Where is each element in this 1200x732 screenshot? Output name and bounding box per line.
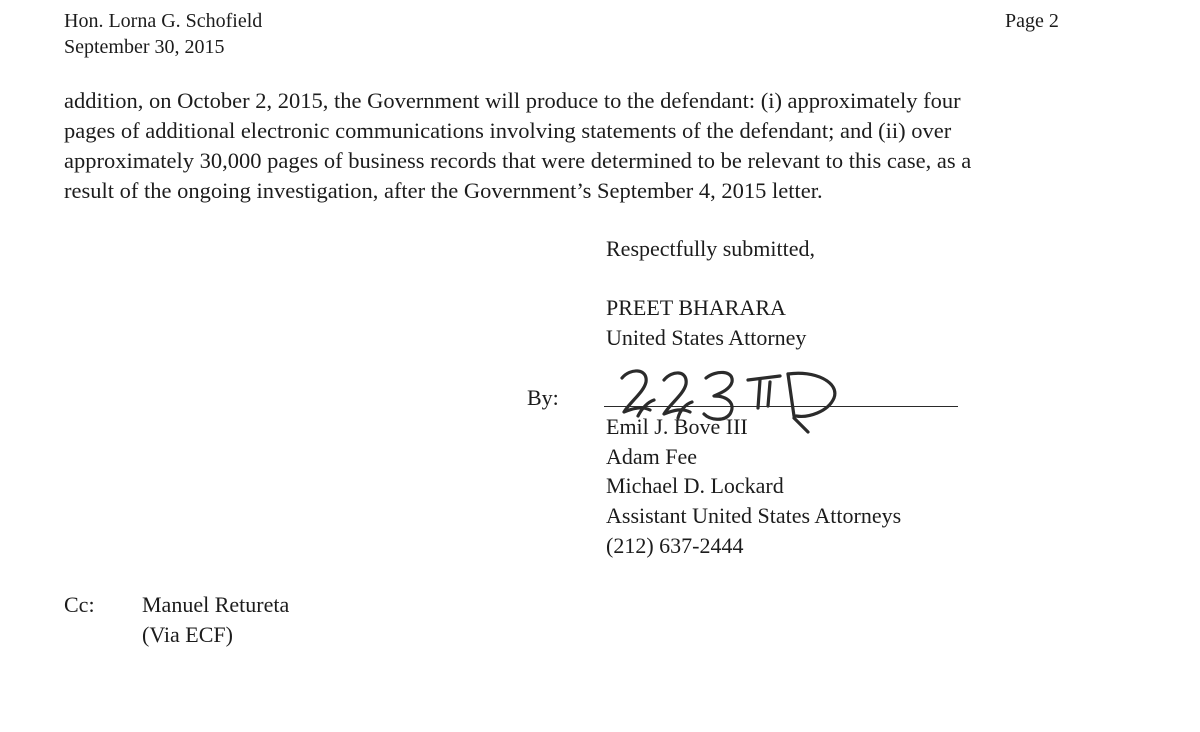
body-line: pages of additional electronic communications involving statements of the defendant; and (ii) over: [64, 118, 952, 143]
attorney-name: PREET BHARARA: [606, 295, 786, 320]
addressee-name: Hon. Lorna G. Schofield: [64, 10, 263, 32]
signer-name: Emil J. Bove III: [606, 414, 748, 439]
attorney-title: United States Attorney: [606, 325, 807, 350]
cc-recipient: Manuel Retureta: [142, 592, 290, 617]
by-label: By:: [527, 385, 559, 410]
closing: Respectfully submitted,: [606, 236, 815, 261]
signer-name: Michael D. Lockard: [606, 473, 784, 498]
body-line: approximately 30,000 pages of business records that were determined to be relevant to this case, as a: [64, 148, 972, 173]
signer-name: Adam Fee: [606, 444, 698, 469]
body-line: addition, on October 2, 2015, the Government will produce to the defendant: (i) approximately four: [64, 88, 961, 113]
page-number: Page 2: [1005, 10, 1059, 32]
cc-delivery-method: (Via ECF): [142, 622, 233, 647]
phone-number: (212) 637-2444: [606, 533, 744, 558]
signers-title: Assistant United States Attorneys: [606, 503, 902, 528]
letter-date: September 30, 2015: [64, 36, 225, 58]
cc-label: Cc:: [64, 592, 95, 617]
body-line: result of the ongoing investigation, after the Government’s September 4, 2015 letter.: [64, 178, 823, 203]
